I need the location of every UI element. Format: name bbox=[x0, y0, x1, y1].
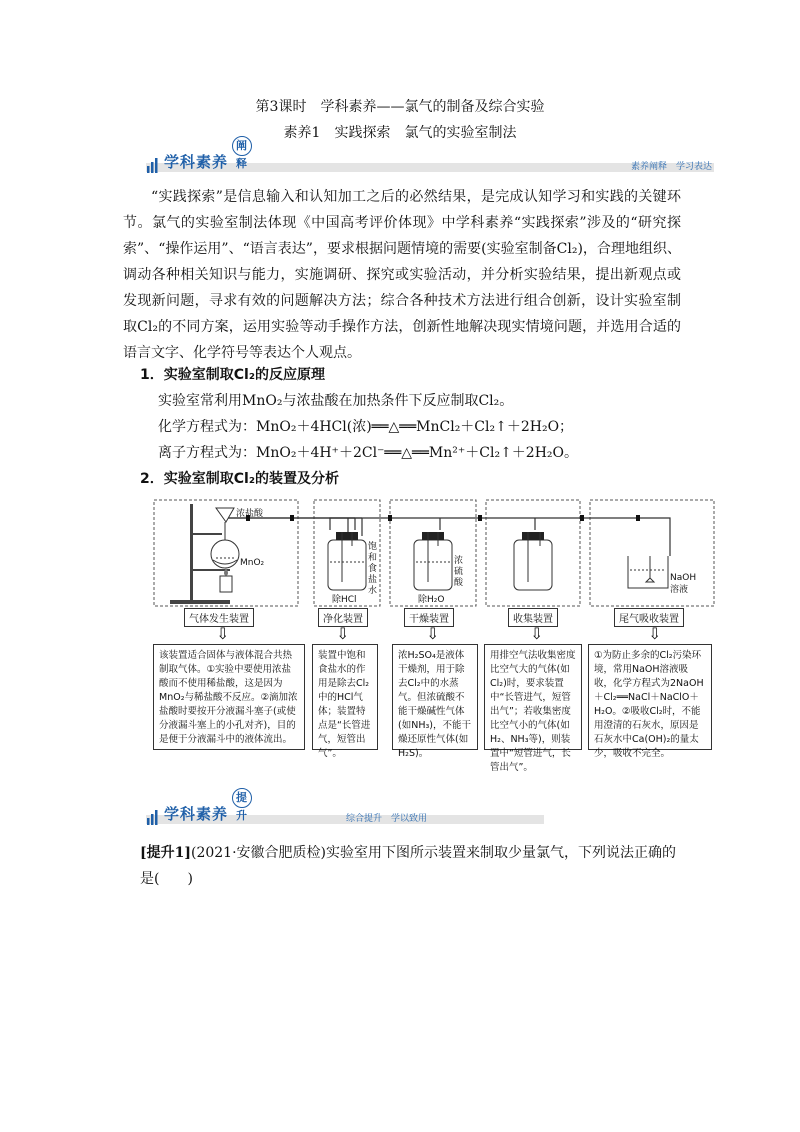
intro-paragraph: “实践探索”是信息输入和认知加工之后的必然结果，是完成认知学习和实践的关键环节。氯气的实验室制法体现《中国高考评价体现》中学科素养“实践探索”涉及的“研究探索”、“操作运用”、“语言表达”，要求根据问题情境的需要(实验室制备Cl₂)，合理地组织、调动各种相关知识与能力，实施调研、探究或实验活动，并分析实验结果，提出新观点或发现新问题，寻求有效的问题解决方法；综合各种技术方法进行组合创新，设计实验室制取Cl₂的不同方案，运用实验等动手操作方法，创新性地解决现实情境问题，并选用合适的语言文字、化学符号等表达个人观点。 bbox=[123, 189, 681, 361]
section2-heading: 2．实验室制取Cl₂的装置及分析 bbox=[140, 471, 339, 487]
section1-line1: 实验室常利用MnO₂与浓盐酸在加热条件下反应制取Cl₂。 bbox=[158, 393, 514, 409]
banner-label: 学科素养 bbox=[164, 153, 229, 171]
label-naoh: NaOH溶液 bbox=[670, 573, 697, 595]
down-arrow-icon: ⇩ bbox=[648, 624, 662, 643]
chart-logo-icon bbox=[146, 156, 160, 174]
info-box-absorb: ①为防止多余的Cl₂污染环境，常用NaOH溶液吸收，化学方程式为2NaOH＋Cl₂══NaCl＋NaClO＋H₂O。②吸收Cl₂时，不能用澄清的石灰水，原因是石灰水中Ca(OH)₂的量太少，吸收不完全。 bbox=[588, 644, 712, 750]
down-arrow-icon: ⇩ bbox=[336, 624, 350, 643]
ionic-equation: 离子方程式为：MnO₂＋4H⁺＋2Cl⁻══△══Mn²⁺＋Cl₂↑＋2H₂O。 bbox=[158, 445, 579, 461]
banner-improve bbox=[146, 791, 714, 826]
question-text: (2021·安徽合肥质检)实验室用下图所示装置来制取少量氯气，下列说法正确的是( ) bbox=[140, 845, 677, 887]
banner-label: 学科素养 bbox=[164, 805, 229, 823]
lesson-title: 第3课时 学科素养——氯气的制备及综合实验 bbox=[255, 99, 545, 115]
banner-sub: 综合提升 学以致用 bbox=[346, 814, 428, 824]
caption-dry: 干燥装置 bbox=[404, 608, 454, 627]
label-brine: 饱和食盐水 bbox=[368, 542, 378, 596]
banner-explain bbox=[146, 139, 714, 174]
info-box-purify: 装置中饱和食盐水的作用是除去Cl₂中的HCl气体；装置特点是“长管进气，短管出气”。 bbox=[312, 644, 378, 750]
question-tag: [提升1] bbox=[140, 845, 191, 861]
section-title: 素养1 实践探索 氯气的实验室制法 bbox=[283, 125, 517, 141]
info-box-dry: 浓H₂SO₄是液体干燥剂，用于除去Cl₂中的水蒸气。但浓硫酸不能干燥碱性气体(如NH₃)，不能干燥还原性气体(如H₂S)。 bbox=[392, 644, 478, 750]
caption-collect: 收集装置 bbox=[508, 608, 558, 627]
down-arrow-icon: ⇩ bbox=[426, 624, 440, 643]
section1-heading: 1．实验室制取Cl₂的反应原理 bbox=[140, 367, 325, 383]
caption-absorb: 尾气吸收装置 bbox=[614, 608, 684, 627]
caption-purify: 净化装置 bbox=[318, 608, 368, 627]
down-arrow-icon: ⇩ bbox=[530, 624, 544, 643]
label-conc-h2so4: 浓硫酸 bbox=[454, 556, 464, 588]
question-1 bbox=[140, 840, 680, 892]
chart-logo-icon bbox=[146, 808, 160, 826]
caption-generator: 气体发生装置 bbox=[184, 608, 254, 627]
info-box-collect: 用排空气法收集密度比空气大的气体(如Cl₂)时，要求装置中“长管进气，短管出气”；若收集密度比空气小的气体(如H₂、NH₃等)，则装置中“短管进气，长管出气”。 bbox=[484, 644, 582, 750]
label-remove-hcl: 除HCl bbox=[332, 595, 357, 605]
label-remove-h2o: 除H₂O bbox=[418, 595, 445, 605]
label-conc-hcl: 浓盐酸 bbox=[236, 509, 264, 519]
label-mno2: MnO₂ bbox=[240, 558, 265, 568]
banner-badge: 提升 bbox=[232, 788, 252, 808]
down-arrow-icon: ⇩ bbox=[216, 624, 230, 643]
banner-badge: 阐释 bbox=[232, 136, 252, 156]
chemical-equation: 化学方程式为：MnO₂＋4HCl(浓)══△══MnCl₂＋Cl₂↑＋2H₂O； bbox=[158, 419, 574, 435]
banner-sub: 素养阐释 学习表达 bbox=[630, 162, 712, 172]
info-box-generator: 该装置适合固体与液体混合共热制取气体。①实验中要使用浓盐酸而不使用稀盐酸，这是因为MnO₂与稀盐酸不反应。②滴加浓盐酸时要按开分液漏斗塞子(或使分液漏斗塞上的小孔对齐)，目的是便于分液漏斗中的液体流出。 bbox=[153, 644, 305, 750]
